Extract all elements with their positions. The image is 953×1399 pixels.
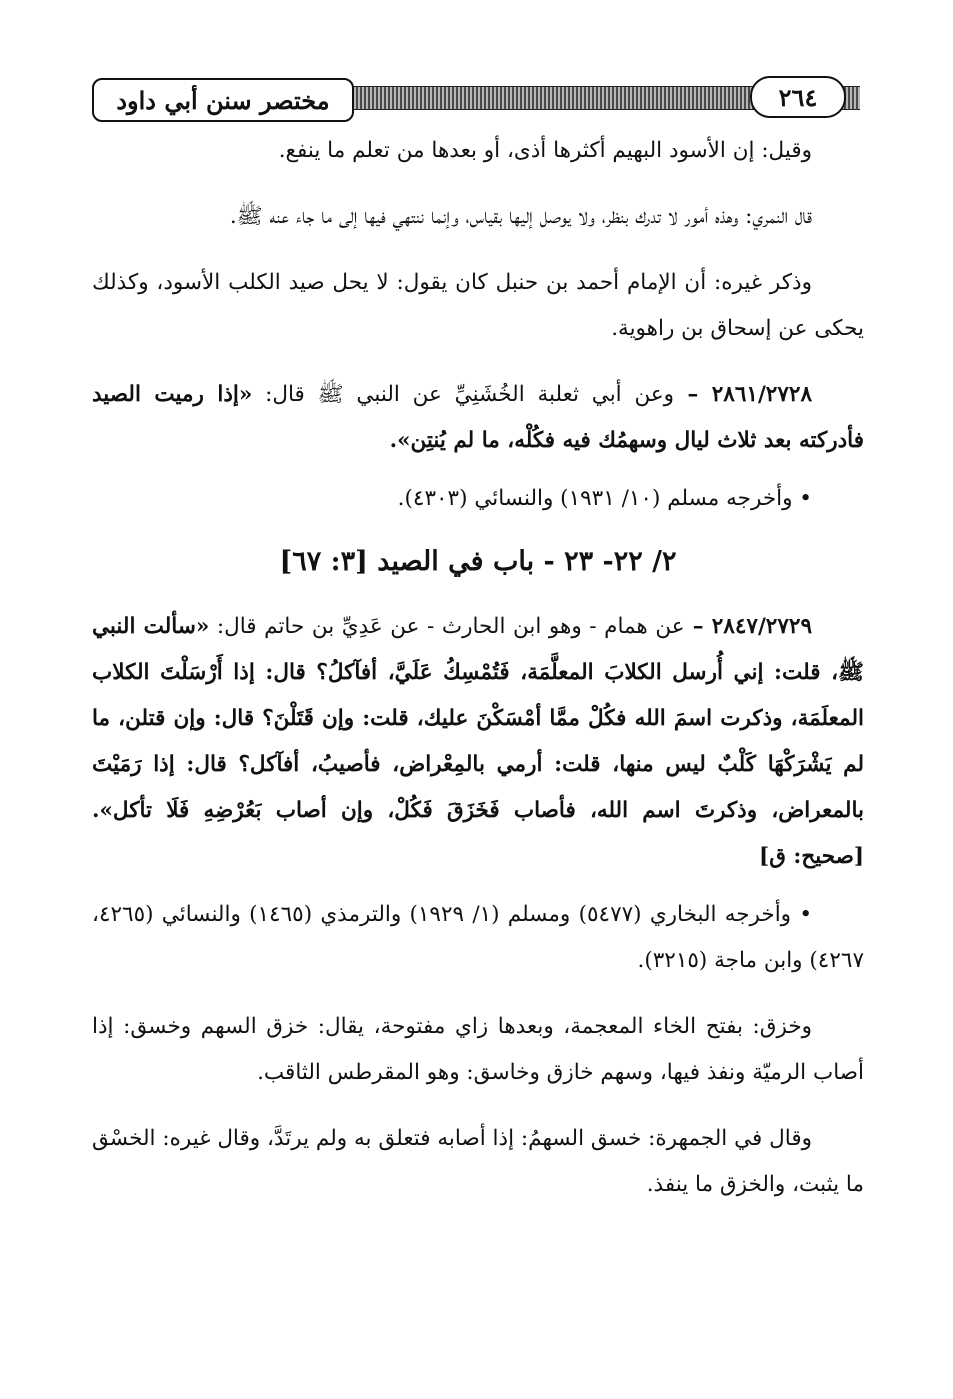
hadith-number: ٢٨٦١/٢٧٢٨ – (674, 382, 812, 407)
page-body (92, 128, 864, 1220)
hadith-text: «إذا رميت الصيد فأدركته بعد ثلاث ليال وسهمُك فيه فكُلْه، ما لم يُنتِن». (92, 382, 864, 453)
page-header (92, 74, 860, 122)
takhrij-2728: • وأخرجه مسلم (١٠/ ١٩٣١) والنسائي (٤٣٠٣). (397, 486, 812, 511)
paragraph-2: قال النمري: وهذه أمور لا تدرك بنظر، ولا يوصل إليها بقياس، وإنما ننتهي فيها إلى ما جاء عنه ﷺ. (229, 204, 812, 229)
paragraph-3: وذكر غيره: أن الإمام أحمد بن حنبل كان يقول: لا يحل صيد الكلب الأسود، وكذلك يحكى عن إسحاق بن راهوية. (92, 270, 864, 341)
page-number: ٢٦٤ (750, 76, 846, 118)
chapter-heading: ٢/ ٢٢- ٢٣ - باب في الصيد [٣: ٦٧] (279, 546, 677, 577)
hadith-number: ٢٨٤٧/٢٧٢٩ – (684, 614, 812, 639)
hadith-text: «سألت النبي ﷺ، قلت: إني أُرسل الكلابَ المعلَّمَة، فَتُمْسِكُ عَلَيَّ، أفآكلُ؟ قال: إذا أَرْسَلْتَ الكلاب المعلَمَة، وذكرت اسمَ الله فكُلْ ممَّا أمْسَكْنَ عليك، قلت: وإن قَتَلْنَ؟ قال: وإن قتلن، ما لم يَشْرَكْهَا كَلْبٌ ليس منها، قلت: أرمي بالمِعْراض، فأصيبُ، أفآكل؟ قال: إذا رَمَيْتَ بالمعراض، وذكرتَ اسم الله، فأصاب فَخَزَقَ فَكُلْ، وإن أصاب بَعُرْضِهِ فَلَا تأكل». [صحيح: ق] (92, 614, 864, 869)
paragraph-4: وخزق: بفتح الخاء المعجمة، وبعدها زاي مفتوحة، يقال: خزق السهم وخسق: إذا أصاب الرميّة ونفذ فيها، وسهم خازق وخاسق: وهو المقرطس الثاقب. (92, 1014, 864, 1085)
book-title: مختصر سنن أبي داود (92, 78, 354, 122)
paragraph-1: وقيل: إن الأسود البهيم أكثرها أذى، أو بعدها من تعلم ما ينفع. (278, 138, 812, 163)
hadith-chain: عن همام - وهو ابن الحارث - عن عَدِيِّ بن حاتم قال: (209, 614, 685, 639)
hadith-2728 (92, 372, 864, 464)
paragraph-5: وقال في الجمهرة: خسق السهمُ: إذا أصابه فتعلق به ولم يرتَدَّ، وقال غيره: الخسْق ما يثبت، والخزق ما ينفذ. (92, 1126, 864, 1197)
hadith-chain: وعن أبي ثعلبة الخُشَنِيِّ عن النبي ﷺ قال: (252, 382, 675, 407)
takhrij-2729: • وأخرجه البخاري (٥٤٧٧) ومسلم (١/ ١٩٢٩) والترمذي (١٤٦٥) والنسائي (٤٢٦٥، ٤٢٦٧) وابن ماجة (٣٢١٥). (92, 902, 864, 973)
hadith-2729 (92, 604, 864, 880)
